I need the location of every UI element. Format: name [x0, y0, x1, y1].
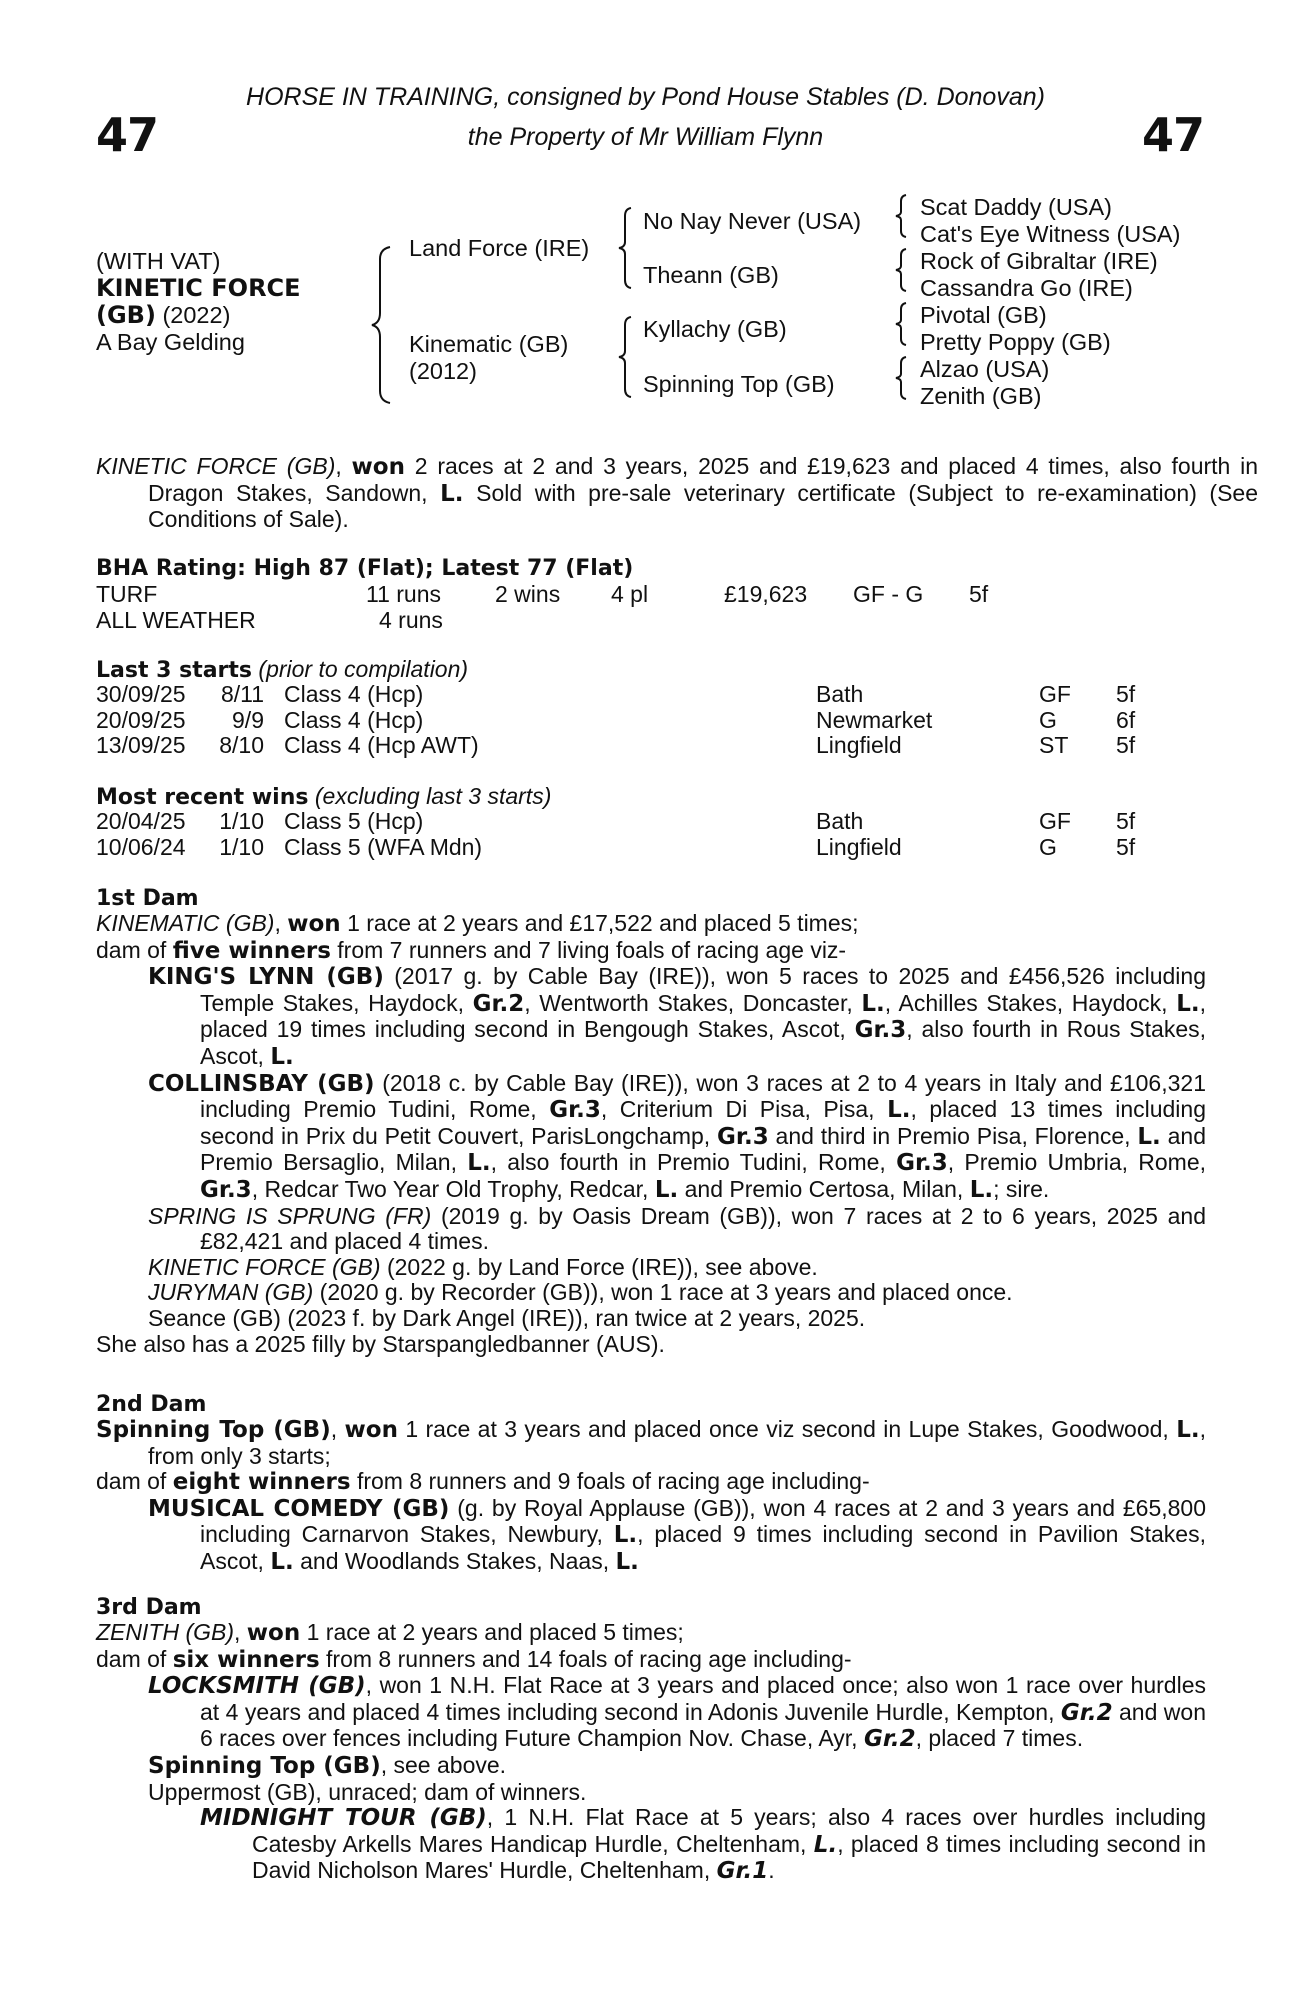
emphasis-text: ZENITH (GB) — [96, 1619, 234, 1645]
emphasis-text: L. — [813, 1831, 838, 1858]
text-run: , — [335, 453, 352, 479]
produce-record — [96, 1280, 1206, 1306]
form-row — [96, 708, 1196, 734]
emphasis-text: won — [351, 454, 405, 480]
text-run: (g. by Royal Applause (GB)), won 4 races at 2 and 3 years and £65,800 including Carnarvon Stakes, Newbury, — [200, 1494, 1206, 1548]
emphasis-text: Gr.2 — [1060, 1699, 1113, 1726]
pedigree-g3-item: Pivotal (GB) — [920, 302, 1047, 328]
emphasis-text: COLLINSBAY (GB) — [148, 1070, 375, 1097]
emphasis-text: L. — [615, 1548, 639, 1575]
text-run: Seance (GB) (2023 f. by Dark Angel (IRE)), ran twice at 2 years, 2025. — [148, 1304, 866, 1331]
turf-wins: 2 wins — [495, 581, 561, 607]
form-course: Bath — [816, 808, 864, 834]
emphasis-text: five winners — [172, 937, 331, 964]
form-pos: 9/9 — [232, 706, 264, 733]
text-run: , — [330, 1416, 345, 1442]
text-run: , — [274, 910, 288, 936]
form-pos: 8/10 — [219, 732, 264, 759]
dam-record-line — [96, 1469, 1206, 1496]
form-row — [96, 733, 1196, 759]
text-run: (2018 c. by Cable Bay (IRE)), won 3 races at 2 to 4 years in Italy and £106,321 including Premio Tudini, Rome, — [200, 1069, 1206, 1123]
form-course: Newmarket — [816, 706, 933, 733]
text-run: , also fourth in Rous Stakes, Ascot, — [200, 1016, 1206, 1069]
form-race: Class 4 (Hcp AWT) — [284, 732, 479, 759]
last-starts-note: (prior to compilation) — [258, 656, 469, 682]
recent-wins-note: (excluding last 3 starts) — [314, 783, 552, 809]
text-run: (2022 g. by Land Force (IRE)), see above. — [380, 1253, 818, 1280]
produce-record — [96, 1071, 1206, 1204]
emphasis-text: MIDNIGHT TOUR (GB) — [200, 1805, 487, 1832]
form-row — [96, 835, 1196, 861]
produce-record — [96, 1780, 1206, 1806]
pedigree-dam — [409, 331, 568, 385]
turf-runs: 11 runs — [366, 581, 442, 607]
emphasis-text: L. — [654, 1176, 679, 1203]
emphasis-text: Spinning Top (GB) — [96, 1417, 331, 1443]
form-date: 30/09/25 — [96, 681, 186, 707]
pedigree-sire-sire: No Nay Never (USA) — [643, 208, 862, 234]
pedigree-g3-item: Zenith (GB) — [920, 383, 1042, 409]
text-run: ; sire. — [993, 1175, 1050, 1202]
form-pos: 1/10 — [219, 833, 264, 860]
text-run: 1 race at 2 years and £17,522 and placed 5 times; — [340, 910, 859, 936]
text-run: , from only 3 starts; — [148, 1416, 1207, 1469]
form-race: Class 4 (Hcp) — [284, 706, 424, 733]
text-run: dam of — [96, 1645, 173, 1672]
pedigree-brace-g3-4 — [893, 355, 909, 401]
form-dist: 5f — [1116, 681, 1136, 707]
pedigree-brace-g3-3 — [893, 301, 909, 347]
lot-number-left: 47 — [96, 108, 159, 162]
form-dist: 5f — [1116, 808, 1136, 834]
emphasis-text: L. — [440, 480, 464, 507]
form-pos: 8/11 — [220, 681, 264, 707]
text-run: and Premio Bersaglio, Milan, — [200, 1122, 1207, 1176]
text-run: (2017 g. by Cable Bay (IRE)), won 5 races to 2025 and £456,526 including Temple Stakes, Haydock, — [200, 963, 1206, 1016]
produce-record — [96, 1255, 1206, 1281]
emphasis-text: JURYMAN (GB) — [148, 1279, 314, 1306]
text-run: , see above. — [380, 1751, 507, 1778]
form-dist: 5f — [1116, 833, 1136, 860]
turf-record-row — [96, 582, 1196, 608]
text-run: , Premio Umbria, Rome, — [947, 1149, 1206, 1176]
form-row — [96, 809, 1196, 835]
text-run: , 1 N.H. Flat Race at 5 years; also 4 races over hurdles including Catesby Arkells Mares Handicap Hurdle, Cheltenham, — [252, 1804, 1206, 1857]
horse-country: (GB) — [96, 301, 156, 329]
pedigree-sire-dam: Theann (GB) — [643, 262, 779, 288]
pedigree-brace-dam — [617, 315, 635, 399]
form-course: Bath — [816, 681, 864, 707]
text-run: She also has a 2025 filly by Starspangledbanner (AUS). — [96, 1330, 665, 1357]
emphasis-text: L. — [861, 990, 885, 1017]
pedigree-g3-item: Alzao (USA) — [920, 356, 1050, 382]
emphasis-text: L. — [467, 1150, 491, 1177]
text-run: 1 race at 2 years and placed 5 times; — [300, 1619, 684, 1645]
text-run: , Redcar Two Year Old Trophy, Redcar, — [251, 1175, 655, 1202]
third-dam-title: 3rd Dam — [96, 1595, 202, 1620]
pedigree-sire: Land Force (IRE) — [409, 235, 590, 261]
vat-label: (WITH VAT) — [96, 248, 221, 274]
emphasis-text: Gr.3 — [717, 1123, 769, 1150]
recent-wins-heading — [96, 784, 551, 811]
text-run: and won 6 races over fences including Future Champion Nov. Chase, Ayr, — [200, 1698, 1206, 1752]
text-run: , also fourth in Premio Tudini, Rome, — [490, 1149, 897, 1176]
turf-label: TURF — [96, 581, 158, 607]
pedigree-g3-item: Cassandra Go (IRE) — [920, 275, 1133, 301]
emphasis-text: six winners — [172, 1646, 320, 1673]
pedigree-dam-sire: Kyllachy (GB) — [643, 316, 787, 342]
text-run: and Premio Certosa, Milan, — [678, 1175, 970, 1202]
form-date: 20/04/25 — [96, 808, 186, 834]
text-run: from 8 runners and 9 foals of racing age including- — [350, 1468, 870, 1495]
emphasis-text: won — [287, 911, 341, 937]
all-weather-record-row — [96, 608, 1196, 634]
dam-record-line — [96, 1620, 1206, 1647]
emphasis-text: KINEMATIC (GB) — [96, 910, 275, 936]
text-run: 2 races at 2 and 3 years, 2025 and £19,623 and placed 4 times, also fourth in Dragon Stakes, Sandown, — [148, 453, 1259, 506]
text-run: , Wentworth Stakes, Doncaster, — [524, 989, 862, 1016]
pedigree-g3-item: Rock of Gibraltar (IRE) — [920, 248, 1158, 274]
text-run: , placed 13 times including second in Prix du Petit Couvert, ParisLongchamp, — [200, 1096, 1206, 1149]
text-run: from 7 runners and 7 living foals of racing age viz- — [330, 936, 847, 963]
form-row — [96, 682, 1196, 708]
turf-prize: £19,623 — [724, 581, 808, 607]
first-dam-section — [96, 911, 1206, 1357]
text-run: . — [768, 1857, 775, 1884]
form-race: Class 5 (WFA Mdn) — [284, 833, 483, 860]
last-starts-heading — [96, 657, 468, 684]
emphasis-text: KINETIC FORCE (GB) — [148, 1253, 381, 1280]
consignor-line: HORSE IN TRAINING, consigned by Pond House Stables (D. Donovan) — [246, 83, 1045, 111]
form-course: Lingfield — [816, 732, 902, 759]
pedigree-dam-year: (2012) — [409, 358, 477, 384]
emphasis-text: L. — [1137, 1123, 1161, 1150]
text-run: , placed 8 times including second in David Nicholson Mares' Hurdle, Cheltenham, — [252, 1830, 1207, 1884]
emphasis-text: LOCKSMITH (GB) — [148, 1673, 366, 1700]
pedigree-brace-main — [370, 245, 394, 405]
emphasis-text: Gr.1 — [716, 1858, 769, 1885]
emphasis-text: L. — [270, 1043, 294, 1070]
emphasis-text: L. — [969, 1176, 994, 1203]
pedigree-brace-g3-2 — [893, 247, 909, 293]
produce-record — [96, 1496, 1206, 1576]
text-run: , placed 7 times. — [915, 1725, 1084, 1752]
lot-number-right: 47 — [1142, 108, 1205, 162]
pedigree-dam-name: Kinematic (GB) — [409, 331, 569, 357]
form-going: GF — [1039, 681, 1071, 707]
emphasis-text: Gr.2 — [863, 1726, 916, 1753]
emphasis-text: Spinning Top (GB) — [148, 1752, 381, 1779]
dam-record-line — [96, 911, 1206, 938]
third-dam-section — [96, 1620, 1206, 1885]
owner-line: the Property of Mr William Flynn — [467, 123, 824, 151]
horse-name: KINETIC FORCE — [96, 274, 301, 302]
emphasis-text: L. — [1176, 1417, 1200, 1443]
form-date: 20/09/25 — [96, 706, 186, 733]
text-run: (2019 g. by Oasis Dream (GB)), won 7 races at 2 to 6 years, 2025 and £82,421 and placed 4 times. — [200, 1202, 1206, 1255]
emphasis-text: MUSICAL COMEDY (GB) — [148, 1495, 450, 1522]
form-date: 13/09/25 — [96, 732, 186, 759]
form-race: Class 4 (Hcp) — [284, 681, 424, 707]
emphasis-text: Gr.3 — [854, 1017, 907, 1044]
pedigree-g3-item: Cat's Eye Witness (USA) — [920, 221, 1181, 247]
text-run: , — [234, 1619, 247, 1645]
dam-record-line — [96, 1417, 1206, 1469]
form-course: Lingfield — [816, 833, 902, 860]
horse-description: A Bay Gelding — [96, 329, 245, 355]
recent-wins-title: Most recent wins — [96, 785, 309, 810]
text-run: , won 1 N.H. Flat Race at 3 years and placed once; also won 1 race over hurdles at 4 years and placed 4 times including second in Adonis Juvenile Hurdle, Kempton, — [200, 1672, 1206, 1725]
pedigree-brace-sire — [617, 206, 635, 290]
emphasis-text: Gr.2 — [472, 990, 525, 1017]
first-dam-title: 1st Dam — [96, 886, 199, 911]
text-run: Sold with pre-sale veterinary certificate (Subject to re-examination) (See Conditions of Sale). — [148, 479, 1259, 533]
form-pos: 1/10 — [219, 808, 264, 834]
text-run: , placed 19 times including second in Bengough Stakes, Ascot, — [200, 989, 1206, 1043]
text-run: 1 race at 3 years and placed once viz second in Lupe Stakes, Goodwood, — [397, 1416, 1177, 1442]
pedigree-dam-dam: Spinning Top (GB) — [643, 371, 835, 397]
emphasis-text: KINETIC FORCE (GB) — [96, 453, 336, 479]
produce-record — [96, 1805, 1206, 1885]
pedigree-g3-item: Pretty Poppy (GB) — [920, 329, 1111, 355]
text-run: , Criterium Di Pisa, Pisa, — [600, 1096, 888, 1123]
produce-record — [96, 1673, 1206, 1753]
turf-placed: 4 pl — [611, 581, 649, 607]
form-date: 10/06/24 — [96, 833, 186, 860]
emphasis-text: eight winners — [172, 1469, 351, 1496]
produce-record — [96, 1753, 1206, 1780]
pedigree-brace-g3-1 — [893, 193, 909, 239]
produce-record — [96, 1204, 1206, 1255]
form-dist: 5f — [1116, 732, 1136, 759]
text-run: dam of — [96, 936, 173, 963]
emphasis-text: won — [246, 1620, 301, 1646]
text-run: , Achilles Stakes, Haydock, — [884, 989, 1177, 1016]
text-run: dam of — [96, 1468, 173, 1495]
pedigree-g3-item: Scat Daddy (USA) — [920, 194, 1112, 220]
form-going: G — [1039, 706, 1057, 733]
horse-year: (2022) — [162, 302, 231, 328]
aw-runs: 4 runs — [379, 607, 443, 633]
emphasis-text: L. — [613, 1522, 638, 1549]
last-starts-title: Last 3 starts — [96, 658, 253, 683]
emphasis-text: L. — [1176, 990, 1200, 1017]
dam-record-line — [96, 938, 1206, 965]
form-going: ST — [1039, 732, 1069, 759]
second-dam-title: 2nd Dam — [96, 1392, 207, 1417]
text-run: Uppermost (GB), unraced; dam of winners. — [148, 1778, 587, 1805]
turf-going: GF - G — [853, 581, 924, 607]
emphasis-text: Gr.3 — [200, 1176, 252, 1203]
text-run: (2020 g. by Recorder (GB)), won 1 race at 3 years and placed once. — [313, 1279, 1013, 1306]
bha-rating-title: BHA Rating: High 87 (Flat); Latest 77 (Flat) — [96, 556, 634, 581]
emphasis-text: Gr.3 — [549, 1097, 601, 1124]
emphasis-text: KING'S LYNN (GB) — [148, 964, 384, 991]
produce-record — [96, 1306, 1206, 1332]
emphasis-text: L. — [270, 1548, 294, 1575]
dam-record-line — [96, 1332, 1206, 1358]
second-dam-section — [96, 1417, 1206, 1576]
form-race: Class 5 (Hcp) — [284, 808, 424, 834]
aw-label: ALL WEATHER — [96, 607, 256, 633]
text-run: from 8 runners and 14 foals of racing age including- — [319, 1645, 852, 1672]
emphasis-text: SPRING IS SPRUNG (FR) — [148, 1202, 432, 1229]
race-summary — [96, 454, 1258, 533]
emphasis-text: won — [344, 1417, 398, 1443]
turf-distance: 5f — [969, 581, 989, 607]
form-going: G — [1039, 833, 1057, 860]
text-run: and third in Premio Pisa, Florence, — [768, 1122, 1138, 1149]
produce-record — [96, 964, 1206, 1070]
horse-identity — [96, 248, 301, 356]
form-dist: 6f — [1116, 706, 1136, 733]
emphasis-text: L. — [887, 1097, 911, 1124]
form-going: GF — [1039, 808, 1071, 834]
text-run: , placed 9 times including second in Pavilion Stakes, Ascot, — [200, 1521, 1206, 1574]
text-run: and Woodlands Stakes, Naas, — [293, 1547, 616, 1574]
emphasis-text: Gr.3 — [896, 1150, 948, 1177]
dam-record-line — [96, 1647, 1206, 1674]
